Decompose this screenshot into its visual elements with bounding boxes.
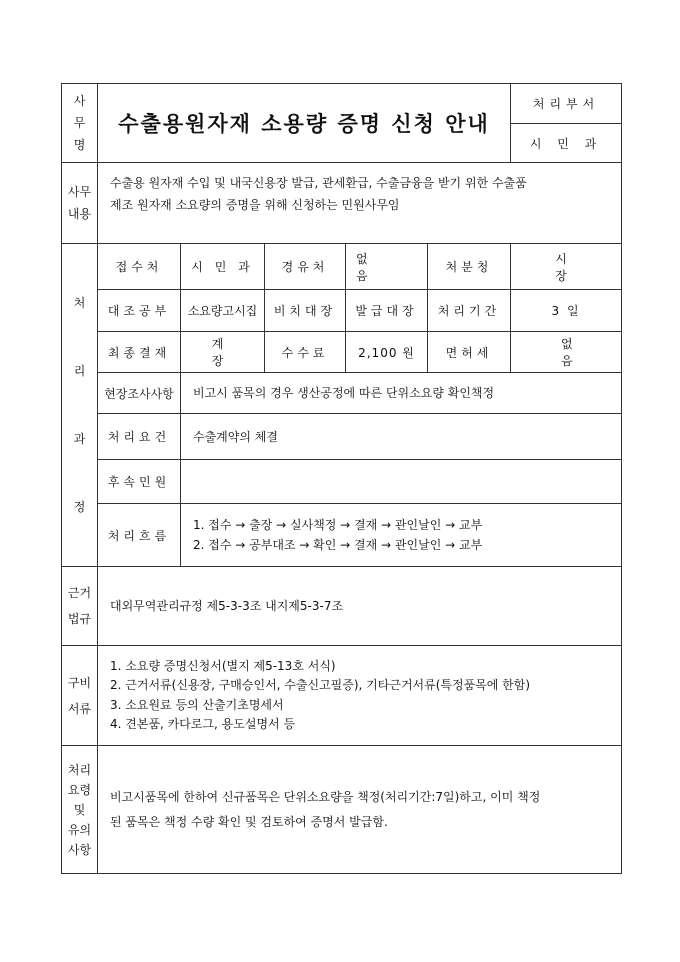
label-line: 내용 — [67, 207, 92, 221]
content-text — [98, 163, 622, 244]
row-label: 후속민원 — [98, 460, 181, 504]
label-char: 과 — [73, 432, 86, 446]
grid-cell: 소요량고시집 — [181, 290, 265, 332]
dept-value: 시 민 과 — [511, 124, 622, 163]
row-value: 수출계약의 체결 — [181, 414, 622, 460]
content-line: 수출용 원자재 수입 및 내국신용장 발급, 관세환급, 수출금융을 받기 위한 수출품 — [110, 176, 527, 190]
content-line: 제조 원자재 소요량의 증명을 위해 신청하는 민원사무임 — [110, 198, 400, 212]
grid-cell — [346, 244, 428, 290]
grid-cell: 발급대장 — [346, 290, 428, 332]
notes-text — [98, 746, 622, 874]
application-guide-form — [61, 83, 633, 874]
docs-item: 3. 소요원료 등의 산출기초명세서 — [110, 697, 284, 712]
law-text: 대외무역관리규정 제5-3-3조 내지제5-3-7조 — [98, 567, 622, 646]
label-line: 법규 — [67, 612, 92, 626]
label-char: 정 — [73, 500, 86, 514]
label-line: 서류 — [67, 701, 92, 716]
label-docs — [62, 646, 98, 746]
grid-cell: 수수료 — [265, 332, 346, 373]
label-char: 무 — [73, 116, 86, 130]
flow-line: 2. 접수 → 공부대조 → 확인 → 결재 → 관인날인 → 교부 — [193, 538, 483, 552]
label-line: 구비 — [67, 675, 92, 690]
label-char: 명 — [73, 138, 86, 152]
grid-cell: 2,100 원 — [346, 332, 428, 373]
label-content — [62, 163, 98, 244]
label-line: 처리 — [67, 762, 92, 777]
grid-cell: 계장 — [181, 332, 265, 373]
label-line: 유의 — [67, 822, 92, 837]
grid-cell: 처분청 — [428, 244, 511, 290]
label-line: 근거 — [67, 586, 92, 600]
row-value-empty — [181, 460, 622, 504]
notes-line: 비고시품목에 한하여 신규품목은 단위소요량을 책정(처리기간:7일)하고, 이미 책정 — [110, 789, 541, 804]
label-char: 처 — [73, 296, 86, 310]
docs-list — [98, 646, 622, 746]
label-line: 요령 — [67, 782, 92, 797]
label-char: 리 — [73, 364, 86, 378]
grid-cell: 최종결재 — [98, 332, 181, 373]
row-label: 처리요건 — [98, 414, 181, 460]
row-label: 현장조사사항 — [98, 373, 181, 414]
label-line: 사무 — [67, 185, 92, 199]
grid-cell: 없음 — [511, 332, 622, 373]
dept-label: 처리부서 — [511, 84, 622, 124]
label-process — [62, 244, 98, 567]
label-line: 및 — [73, 802, 86, 817]
label-char: 사 — [73, 94, 86, 108]
flow-line: 1. 접수 → 출장 → 실사책정 → 결재 → 관인날인 → 교부 — [193, 518, 483, 532]
grid-cell: 접수처 — [98, 244, 181, 290]
row-value: 비고시 품목의 경우 생산공정에 따른 단위소요량 확인책정 — [181, 373, 622, 414]
grid-value: 없음 — [356, 251, 408, 283]
grid-cell: 3 일 — [511, 290, 622, 332]
docs-item: 2. 근거서류(신용장, 구매승인서, 수출신고필증), 기타근거서류(특정품목에 한함) — [110, 678, 531, 692]
grid-cell: 시장 — [511, 244, 622, 290]
grid-cell: 시 민 과 — [181, 244, 265, 290]
docs-item: 1. 소요량 증명신청서(별지 제5-13호 서식) — [110, 658, 336, 673]
grid-cell: 경유처 — [265, 244, 346, 290]
notes-line: 된 품목은 책정 수량 확인 및 검토하여 증명서 발급함. — [110, 814, 388, 829]
docs-item: 4. 견본품, 카다로그, 용도설명서 등 — [110, 717, 296, 731]
label-law — [62, 567, 98, 646]
grid-cell: 처리기간 — [428, 290, 511, 332]
label-notes — [62, 746, 98, 874]
grid-cell: 비치대장 — [265, 290, 346, 332]
grid-cell: 면허세 — [428, 332, 511, 373]
label-line: 사항 — [67, 842, 92, 857]
row-label: 처리흐름 — [98, 504, 181, 567]
row-value — [181, 504, 622, 567]
label-affair-name — [62, 84, 98, 163]
grid-cell: 대조공부 — [98, 290, 181, 332]
page-title: 수출용원자재 소용량 증명 신청 안내 — [98, 84, 511, 163]
